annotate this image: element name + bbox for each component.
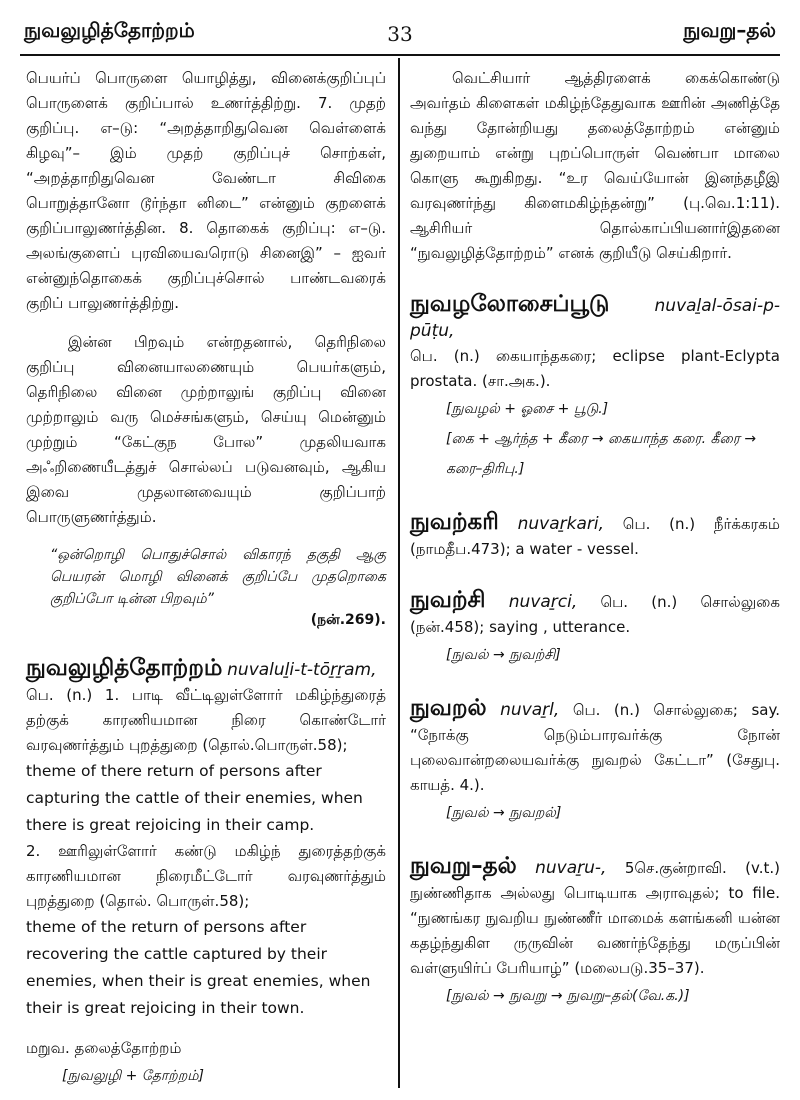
dictionary-entry-nuvarkari bbox=[410, 510, 780, 562]
entry-etymology: [நுவல் → நுவற்சி] bbox=[446, 647, 561, 663]
entry-etymology: [நுவலுழி + தோற்றம்] bbox=[62, 1068, 204, 1084]
dictionary-entry-nuvaral bbox=[410, 696, 780, 828]
left-paragraph-2: இன்ன பிறவும் என்றதனால், தெரிநிலை குறிப்பு வினையாலணையும் பெயர்களும், தெரிநிலை வினை முற்றாலுங் குறிப்பு வினை முற்றாலும் வரு மெச்சங்களும், செய்யு மென்னும் முற்றும் “கேட்குந போல” முதலியவாக அஃறிணையீடத்துச் சொல்லப் படுவனவும், ஆகிய இவை முதலானவையும் குறிப்பாற் பொருளுணர்த்தும். bbox=[26, 333, 386, 526]
entry-etymology-1: [நுவழல் + ஓசை + பூடு.] bbox=[446, 401, 609, 417]
entry-transliteration: nuvaṟu-, bbox=[535, 858, 607, 878]
entry-sense-2: 2. ஊரிலுள்ளோர் கண்டு மகிழ்ந் துரைத்தற்குக் காரணியமான நிரைமீட்டோர் வரவுணர்த்தும் புறத்துறை (தொல். பொருள்.58); bbox=[26, 842, 386, 910]
dictionary-entry-nuvarci bbox=[410, 588, 780, 670]
left-paragraph-1: பெயர்ப் பொருளை யொழித்து, வினைக்குறிப்புப் பொருளைக் குறிப்பால் உணர்த்திற்று. 7. முதற் குறிப்பு. எ–டு: “அறத்தாறிதுவென வெள்ளைக் கிழவு”– இம் முதற் குறிப்புச் சொற்கள், “அறத்தாறிதுவென வேண்டா சிவிகை பொறுத்தானோ டூர்ந்தா னிடை” என்னும் குறளைக் குறிப்பாலுணர்த்தின. 8. தொகைக் குறிப்பு: எ–டு. அலங்குளைப் புரவியைவரொடு சினைஇ” – ஐவர் என்னுந்தொகைக் குறிப்புச்சொல் பாண்டவரைக் குறிப் பாலுணர்த்திற்று. bbox=[26, 69, 386, 312]
page-number: 33 bbox=[387, 22, 413, 46]
entry-definition: 5செ.குன்றாவி. (v.t.) நுண்ணிதாக அல்லது பொடியாக அராவுதல்; to file. “நுணங்கர நுவறிய நுண்ணீர் மாமைக் களங்கனி யன்ன கதழ்ந்துகிள ருருவின் வணர்ந்தேந்து மருப்பின் வள்ளுயிர்ப் பேரியாழ்” (மலைபடு.35–37). bbox=[410, 859, 780, 977]
entry-sense-1: பெ. (n.) 1. பாடி வீட்டிலுள்ளோர் மகிழ்ந்துரைத் தற்குக் காரணியமான நிரை கொண்டோர் வரவுணர்த்தும் புறத்துறை (தொல்.பொருள்.58); bbox=[26, 686, 386, 754]
right-paragraph-1: வெட்சியார் ஆத்திரளைக் கைக்கொண்டு அவர்தம் கிளைகள் மகிழ்ந்தேதுவாக ஊரின் அணித்தே வந்து தோன்றியது தலைத்தோற்றம் என்னும் துறையாம் என்று புறப்பொருள் வெண்பா மாலை கொளு கூறுகிறது. “உர வெய்யோன் இனந்தழீஇ வரவுணர்ந்து கிளைமகிழ்ந்தன்று” (பு.வெ.1:11). ஆசிரியர் தொல்காப்பியனார்இதனை “நுவலுழித்தோற்றம்” எனக் குறியீடு செய்கிறார். bbox=[410, 69, 780, 262]
header-rule bbox=[20, 54, 780, 56]
verse-quote: “ஒன்றொழி பொதுச்சொல் விகாரந் தகுதி ஆகு பெயரன் மொழி வினைக் குறிப்பே முதறொகை குறிப்போ டின்ன பிறவும்” bbox=[50, 547, 386, 607]
right-column bbox=[410, 66, 780, 1011]
entry-headword: நுவற்சி bbox=[410, 587, 486, 613]
dictionary-entry-nuvazhalosaippudu bbox=[410, 292, 780, 484]
dictionary-entry-nuvarudal bbox=[410, 854, 780, 1011]
entry-definition: பெ. (n.) சொல்லுகை (நன்.458); saying , utterance. bbox=[410, 593, 780, 636]
entry-transliteration: nuvaṟci, bbox=[508, 592, 578, 612]
entry-etymology: [நுவல் → நுவறு → நுவறு–தல்(வே.க.)] bbox=[446, 988, 690, 1004]
entry-synonym: மறுவ. தலைத்தோற்றம் bbox=[26, 1039, 182, 1057]
entry-english-2: theme of the return of persons after recovering the cattle captured by their enemies, when their is great enemies, when their is great rejoicing in their town. bbox=[26, 918, 371, 1017]
entry-definition: பெ. (n.) கையாந்தகரை; eclipse plant-Eclypta prostata. (சா.அக.). bbox=[410, 347, 780, 390]
running-head-right: நுவறு–தல் bbox=[683, 18, 776, 42]
entry-transliteration: nuvaṟkari, bbox=[517, 514, 604, 534]
entry-headword: நுவறு–தல் bbox=[410, 853, 517, 879]
entry-transliteration: nuvaluḻi-t-tōṟṟam, bbox=[227, 660, 377, 680]
entry-transliteration: nuvaḻal-ōsai-p-pūṭu, bbox=[410, 296, 780, 341]
entry-headword: நுவறல் bbox=[410, 695, 487, 721]
left-column bbox=[26, 66, 386, 1091]
entry-definition: பெ. (n.) நீர்க்கரகம் (நாமதீப.473); a water - vessel. bbox=[410, 515, 780, 558]
running-head-left: நுவலுழித்தோற்றம் bbox=[24, 18, 195, 42]
entry-definition: பெ. (n.) சொல்லுகை; say. “நோக்கு நெடும்பாரவர்க்கு நோன் புலைவான்றலையவர்க்கு நுவறல் கேட்டா” (சேதுபு. காயத். 4.). bbox=[410, 701, 780, 794]
entry-english-1: theme of there return of persons after capturing the cattle of their enemies, when there is great rejoicing in their camp. bbox=[26, 762, 363, 834]
entry-headword: நுவழலோசைப்பூடு bbox=[410, 291, 610, 317]
entry-headword: நுவலுழித்தோற்றம் bbox=[26, 655, 223, 681]
entry-headword: நுவற்கரி bbox=[410, 509, 499, 535]
column-divider bbox=[398, 58, 400, 1088]
entry-etymology: [நுவல் → நுவறல்] bbox=[446, 805, 562, 821]
entry-etymology-2: [கை + ஆர்ந்த + கீரை → கையாந்த கரை. கீரை → கரை–திரிபு.] bbox=[446, 431, 757, 477]
verse-reference: (நன்.269). bbox=[310, 612, 386, 628]
entry-transliteration: nuvaṟl, bbox=[500, 700, 560, 720]
dictionary-entry-nuvaluzhithottram bbox=[26, 656, 386, 1091]
page-header bbox=[0, 0, 800, 56]
